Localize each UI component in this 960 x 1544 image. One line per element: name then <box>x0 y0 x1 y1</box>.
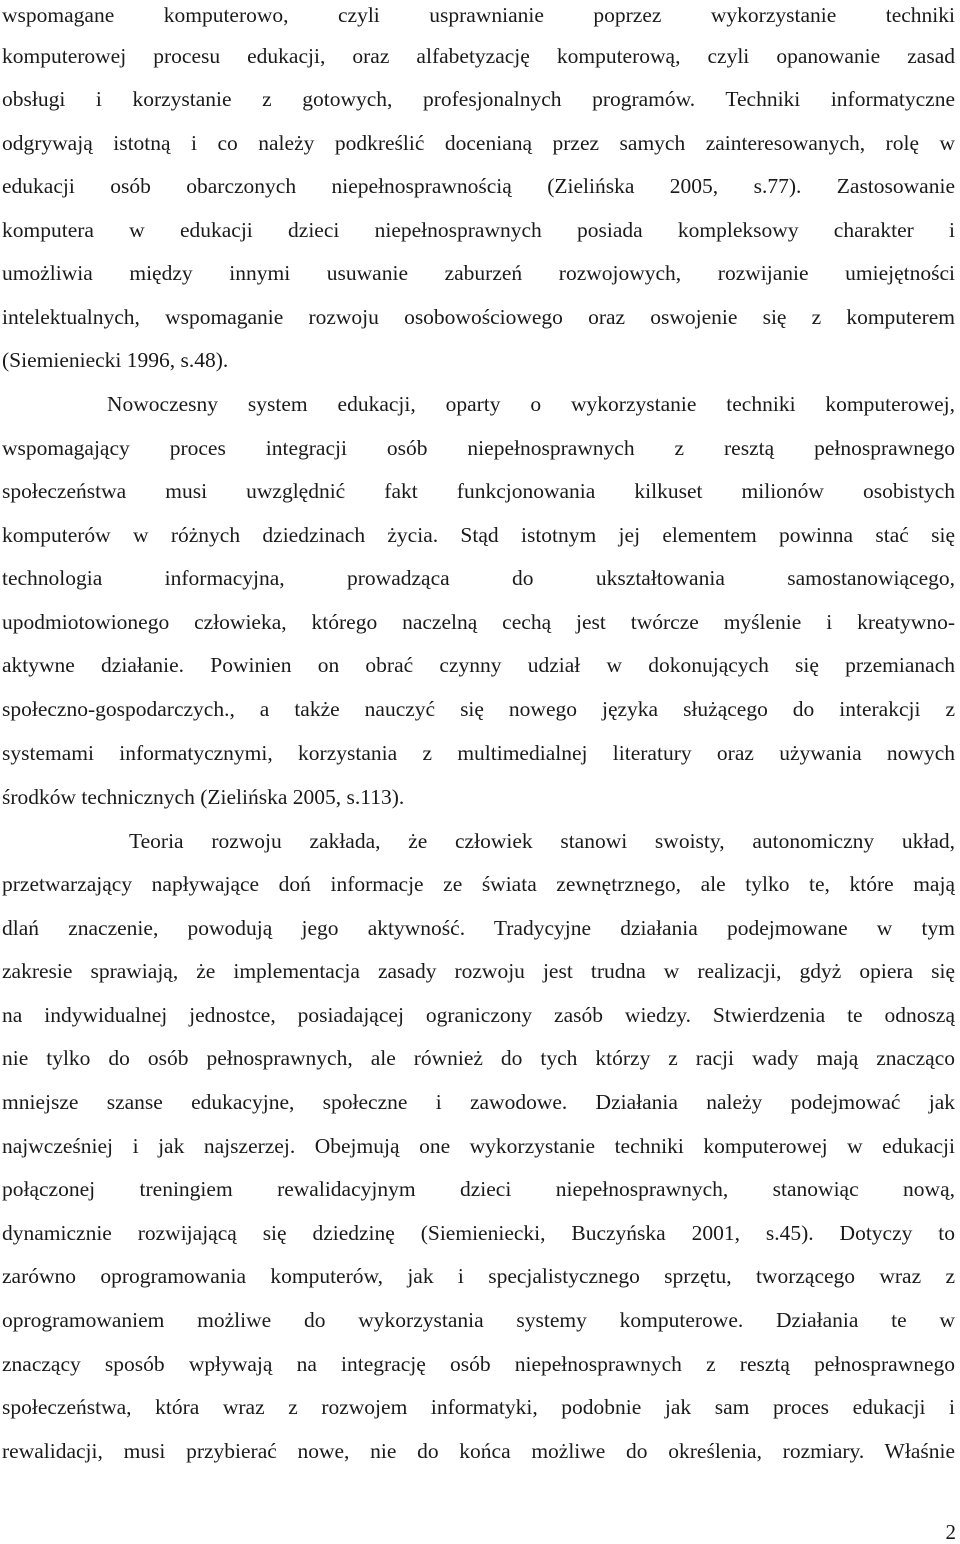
paragraph-2-line-6: upodmiotowionego człowieka, którego naczelną cechą jest twórcze myślenie i kreatywno- <box>2 610 955 634</box>
paragraph-2-line-5: technologia informacyjna, prowadząca do ukształtowania samostanowiącego, <box>2 566 955 590</box>
paragraph-1-line-3: obsługi i korzystanie z gotowych, profesjonalnych programów. Techniki informatyczne <box>2 87 955 111</box>
paragraph-1-line-5: edukacji osób obarczonych niepełnosprawnością (Zielińska 2005, s.77). Zastosowanie <box>2 174 955 198</box>
paragraph-3-line-3: dlań znaczenie, powodują jego aktywność. Tradycyjne działania podejmowane w tym <box>2 916 955 940</box>
paragraph-2-line-1: Nowoczesny system edukacji, oparty o wykorzystanie techniki komputerowej, <box>107 392 955 416</box>
paragraph-3-line-9: połączonej treningiem rewalidacyjnym dzieci niepełnosprawnych, stanowiąc nową, <box>2 1177 955 1201</box>
paragraph-3-line-6: nie tylko do osób pełnosprawnych, ale również do tych którzy z racji wady mają znacząco <box>2 1046 955 1070</box>
paragraph-2-line-10: środków technicznych (Zielińska 2005, s.113). <box>2 785 405 809</box>
paragraph-1-line-4: odgrywają istotną i co należy podkreślić docenianą przez samych zainteresowanych, rolę w <box>2 131 955 155</box>
paragraph-3-line-14: społeczeństwa, która wraz z rozwojem informatyki, podobnie jak sam proces edukacji i <box>2 1395 955 1419</box>
paragraph-1-line-1: wspomagane komputerowo, czyli usprawnianie poprzez wykorzystanie techniki <box>2 3 955 27</box>
paragraph-1-line-9: (Siemieniecki 1996, s.48). <box>2 348 229 372</box>
paragraph-3-line-5: na indywidualnej jednostce, posiadającej ograniczony zasób wiedzy. Stwierdzenia te odnoszą <box>2 1003 955 1027</box>
paragraph-1-line-7: umożliwia między innymi usuwanie zaburzeń rozwojowych, rozwijanie umiejętności <box>2 261 955 285</box>
paragraph-3-line-1: Teoria rozwoju zakłada, że człowiek stanowi swoisty, autonomiczny układ, <box>129 829 955 853</box>
paragraph-3-line-2: przetwarzający napływające doń informacje ze świata zewnętrznego, ale tylko te, które mają <box>2 872 955 896</box>
paragraph-2-line-8: społeczno-gospodarczych., a także nauczyć się nowego języka służącego do interakcji z <box>2 697 955 721</box>
page-number: 2 <box>945 1520 956 1544</box>
paragraph-3-line-11: zarówno oprogramowania komputerów, jak i specjalistycznego sprzętu, tworzącego wraz z <box>2 1264 955 1288</box>
paragraph-2-line-4: komputerów w różnych dziedzinach życia. Stąd istotnym jej elementem powinna stać się <box>2 523 955 547</box>
paragraph-2-line-3: społeczeństwa musi uwzględnić fakt funkcjonowania kilkuset milionów osobistych <box>2 479 955 503</box>
paragraph-3-line-4: zakresie sprawiają, że implementacja zasady rozwoju jest trudna w realizacji, gdyż opiera się <box>2 959 955 983</box>
paragraph-3-line-13: znaczący sposób wpływają na integrację osób niepełnosprawnych z resztą pełnosprawnego <box>2 1352 955 1376</box>
paragraph-1-line-6: komputera w edukacji dzieci niepełnosprawnych posiada kompleksowy charakter i <box>2 218 955 242</box>
paragraph-3-line-15: rewalidacji, musi przybierać nowe, nie do końca możliwe do określenia, rozmiary. Właśnie <box>2 1439 955 1463</box>
paragraph-3-line-8: najwcześniej i jak najszerzej. Obejmują one wykorzystanie techniki komputerowej w edukacji <box>2 1134 955 1158</box>
paragraph-3-line-7: mniejsze szanse edukacyjne, społeczne i zawodowe. Działania należy podejmować jak <box>2 1090 955 1114</box>
paragraph-1-line-2: komputerowej procesu edukacji, oraz alfabetyzację komputerową, czyli opanowanie zasad <box>2 44 955 68</box>
paragraph-2-line-9: systemami informatycznymi, korzystania z multimedialnej literatury oraz używania nowych <box>2 741 955 765</box>
paragraph-1-line-8: intelektualnych, wspomaganie rozwoju osobowościowego oraz oswojenie się z komputerem <box>2 305 955 329</box>
paragraph-3-line-10: dynamicznie rozwijającą się dziedzinę (Siemieniecki, Buczyńska 2001, s.45). Dotyczy to <box>2 1221 955 1245</box>
paragraph-3-line-12: oprogramowaniem możliwe do wykorzystania systemy komputerowe. Działania te w <box>2 1308 955 1332</box>
paragraph-2-line-2: wspomagający proces integracji osób niepełnosprawnych z resztą pełnosprawnego <box>2 436 955 460</box>
paragraph-2-line-7: aktywne działanie. Powinien on obrać czynny udział w dokonujących się przemianach <box>2 653 955 677</box>
